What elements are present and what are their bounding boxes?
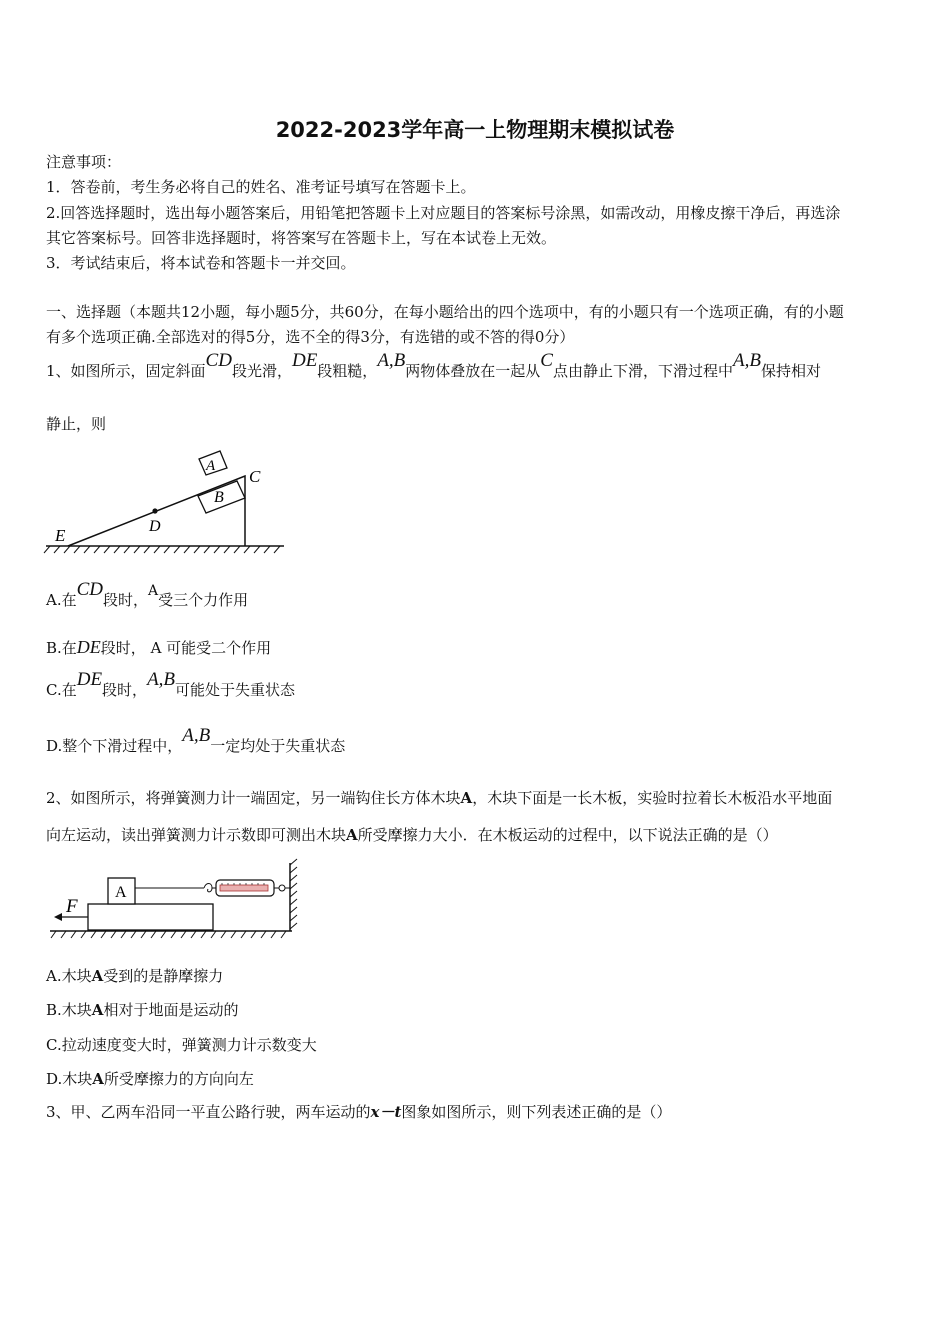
page-title: 2022-2023学年高一上物理期末模拟试卷 xyxy=(275,118,675,142)
q2-option-d[interactable]: D.木块A所受摩擦力的方向向左 xyxy=(46,1070,254,1088)
q2-option-c[interactable]: C.拉动速度变大时，弹簧测力计示数变大 xyxy=(46,1036,317,1054)
question-3-stem: 3、甲、乙两车沿同一平直公路行驶，两车运动的x－t图象如图所示，则下列表述正确的是（） xyxy=(46,1103,672,1121)
question-2-stem-1: 2、如图所示，将弹簧测力计一端固定，另一端钩住长方体木块A，木块下面是一长木板，实验时拉着长木板沿水平地面 xyxy=(46,789,833,807)
math-xt: x－t xyxy=(370,1103,402,1121)
label-f: F xyxy=(66,896,78,917)
point-d xyxy=(152,508,157,513)
question-2-stem-2: 向左运动，读出弹簧测力计示数即可测出木块A所受摩擦力大小．在木板运动的过程中，以下说法正确的是（） xyxy=(46,826,778,844)
notice-item-3: 3．考试结束后，将本试卷和答题卡一并交回。 xyxy=(46,254,356,272)
math-ab-2: A,B xyxy=(733,350,761,371)
math-de: DE xyxy=(291,350,318,371)
label-a: A xyxy=(206,458,216,474)
question-1-stem: 1、如图所示，固定斜面CD段光滑，DE段粗糙，A,B两物体叠放在一起从C点由静止下滑，下滑过程中A,B保持相对 xyxy=(46,350,821,380)
question-1-stem-2: 静止，则 xyxy=(46,415,107,433)
label-d: D xyxy=(149,518,161,535)
incline-figure xyxy=(40,440,290,555)
spring-scale-figure xyxy=(46,855,302,945)
q1-option-a[interactable]: A.在CD段时，A受三个力作用 xyxy=(46,579,249,609)
notice-item-1: 1．答卷前，考生务必将自己的姓名、准考证号填写在答题卡上。 xyxy=(46,178,476,196)
q2-option-a[interactable]: A.木块A受到的是静摩擦力 xyxy=(46,967,224,985)
q1-option-d[interactable]: D.整个下滑过程中，A,B一定均处于失重状态 xyxy=(46,725,346,755)
q1-option-b[interactable]: B.在DE段时， A 可能受二个作用 xyxy=(46,637,272,657)
section1-instructions-b: 有多个选项正确.全部选对的得5分，选不全的得3分，有选错的或不答的得0分） xyxy=(46,328,575,346)
label-a: A xyxy=(115,884,127,901)
q1-option-c[interactable]: C.在DE段时，A,B可能处于失重状态 xyxy=(46,669,296,699)
notice-item-2a: 2.回答选择题时，选出每小题答案后，用铅笔把答题卡上对应题目的答案标号涂黑，如需改动，用橡皮擦干净后，再选涂 xyxy=(46,204,841,222)
notice-item-2b: 其它答案标号。回答非选择题时，将答案写在答题卡上，写在本试卷上无效。 xyxy=(46,229,557,247)
notice-heading: 注意事项： xyxy=(46,153,122,171)
long-board xyxy=(88,904,213,930)
label-c: C xyxy=(249,467,261,486)
math-ab: A,B xyxy=(377,350,406,371)
label-e: E xyxy=(55,526,66,545)
label-b: B xyxy=(214,489,224,506)
q2-option-b[interactable]: B.木块A相对于地面是运动的 xyxy=(46,1001,239,1019)
math-c: C xyxy=(540,350,553,371)
section1-instructions-a: 一、选择题（本题共12小题，每小题5分，共60分，在每小题给出的四个选项中，有的小题只有一个选项正确，有的小题 xyxy=(46,303,844,321)
math-cd: CD xyxy=(205,350,232,371)
